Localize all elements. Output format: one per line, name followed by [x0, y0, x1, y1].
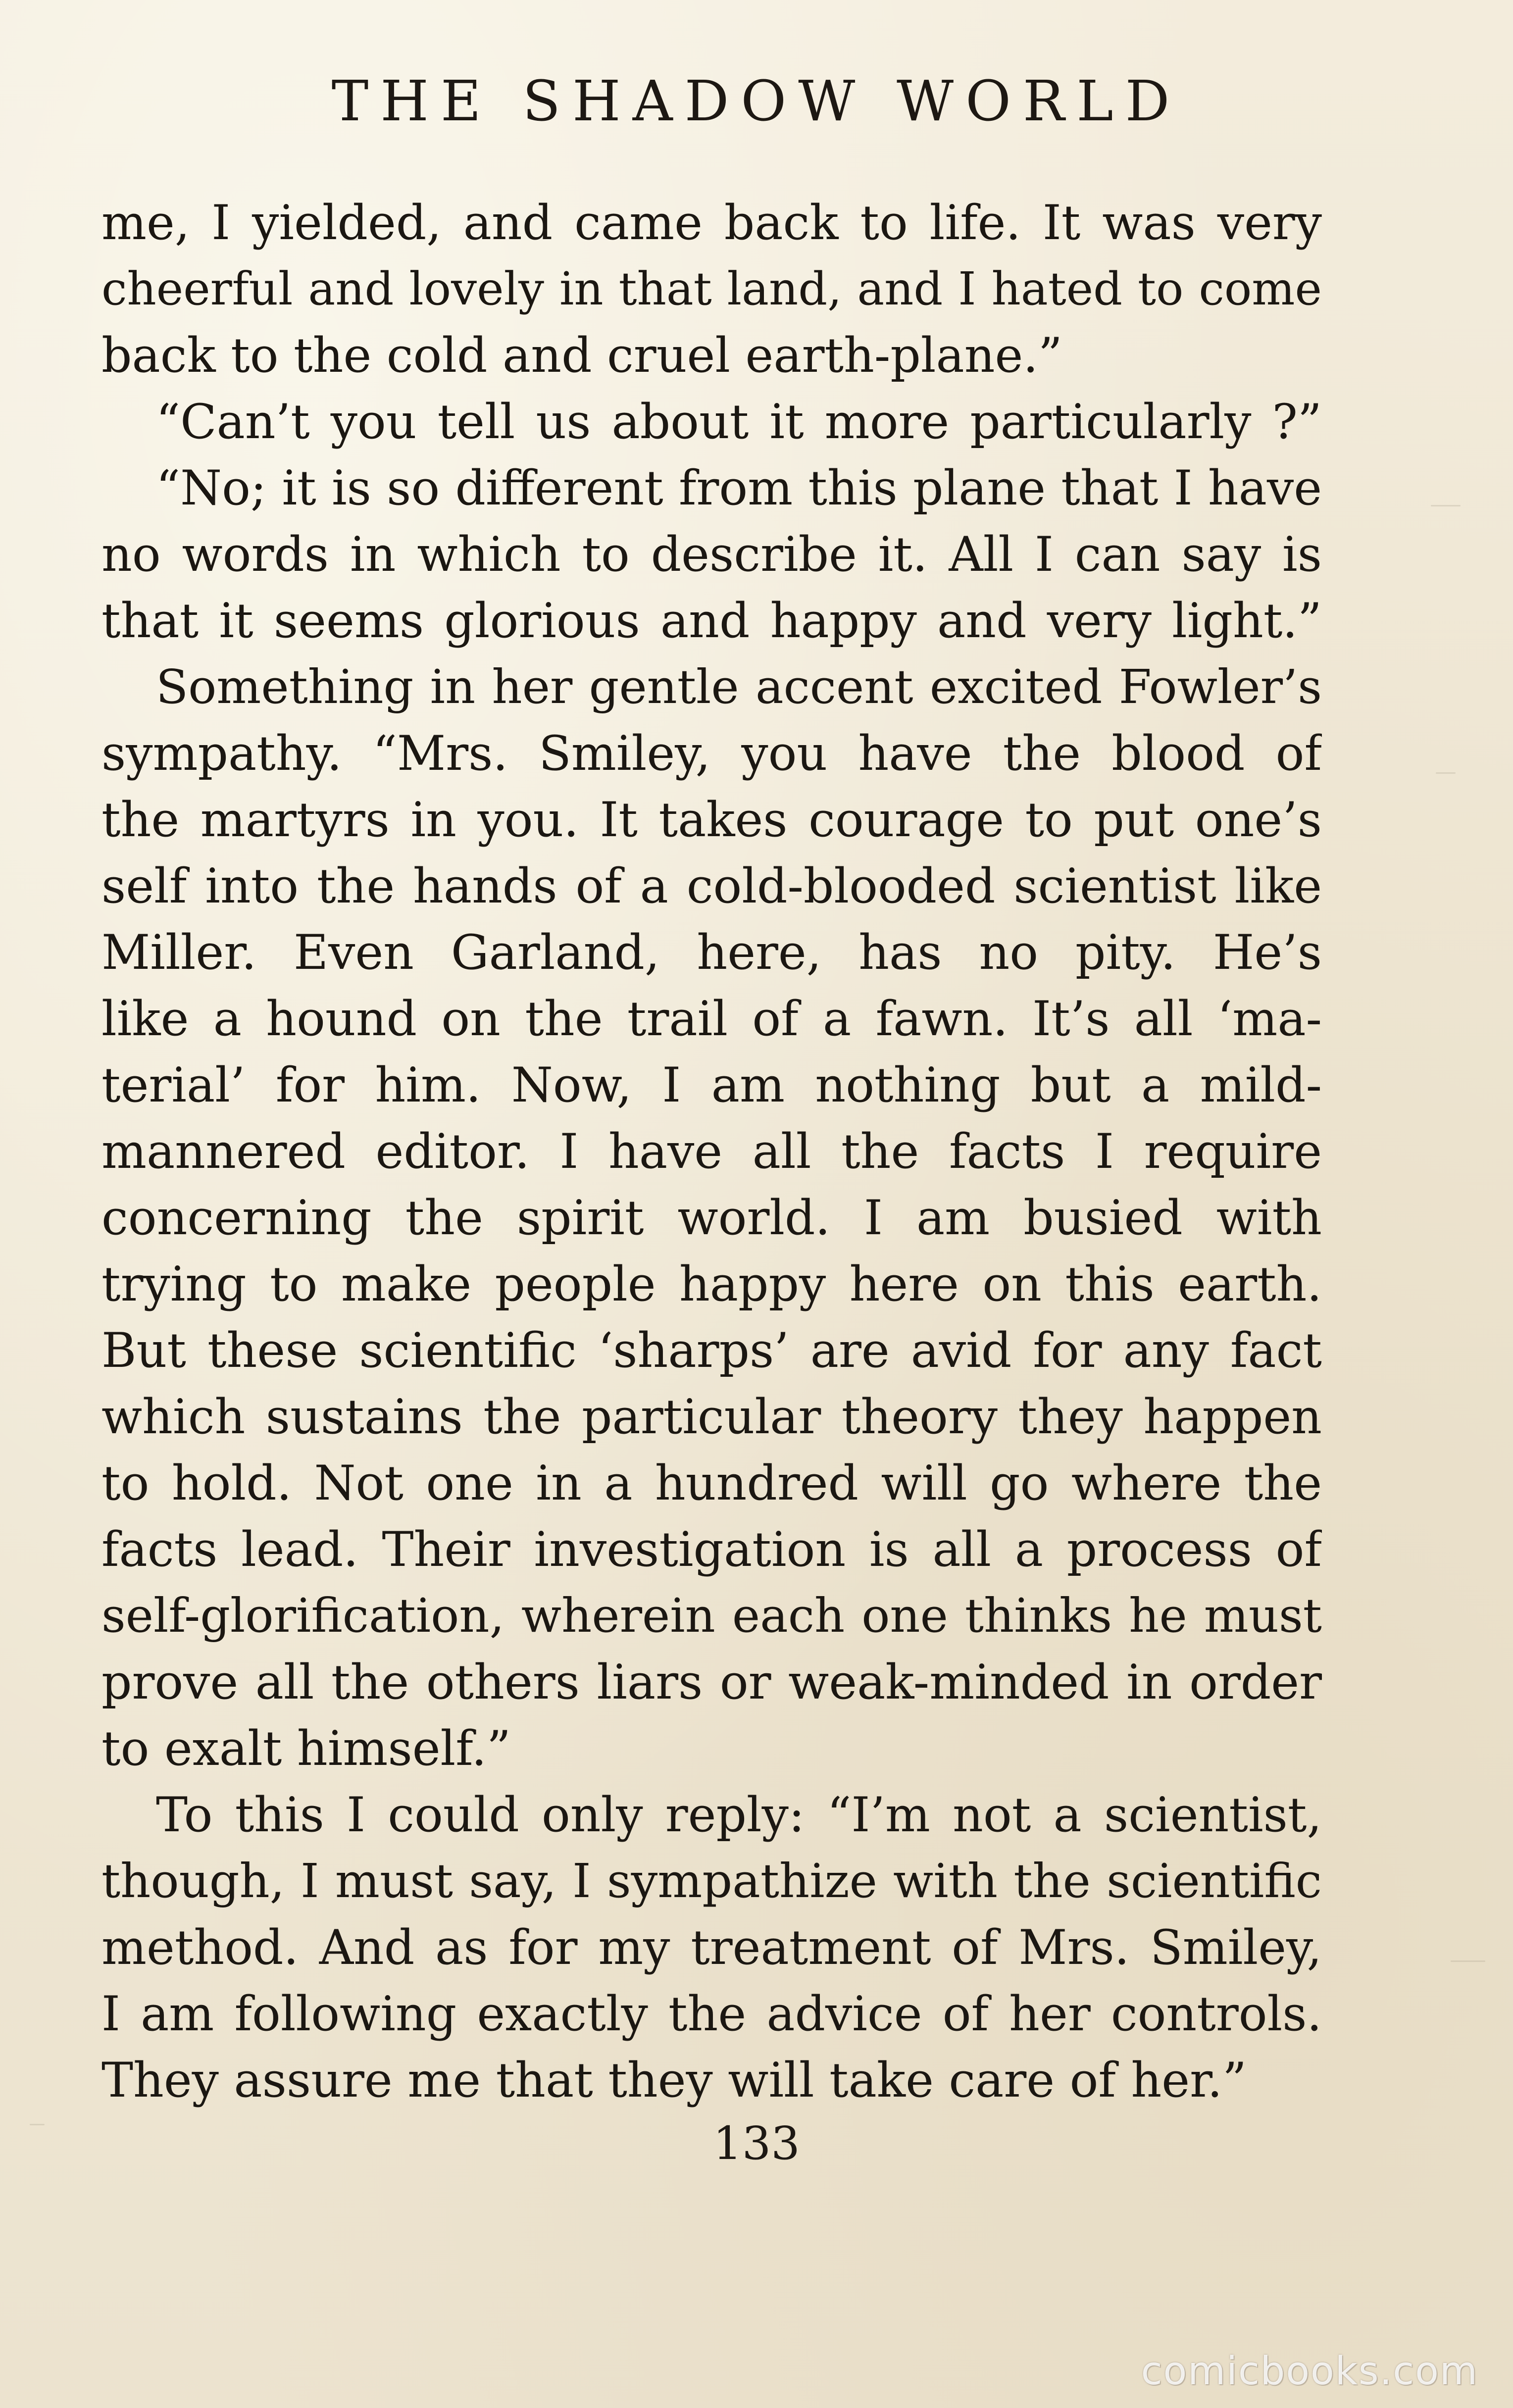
text-line: cheerful and lovely in that land, and I hated to come: [101, 262, 1322, 315]
text-line: “Can’t you tell us about it more particularly ?”: [156, 394, 1322, 450]
watermark: comicbooks.com: [1141, 2349, 1478, 2394]
running-head: THE SHADOW WORLD: [331, 69, 1182, 134]
text-line: that it seems glorious and happy and very light.”: [101, 593, 1322, 649]
text-line: though, I must say, I sympathize with the scientific: [101, 1854, 1322, 1908]
text-line: back to the cold and cruel earth-plane.”: [101, 328, 1062, 383]
text-line: They assure me that they will take care of her.”: [101, 2053, 1247, 2108]
text-line: mannered editor. I have all the facts I require: [101, 1124, 1322, 1179]
text-line: Something in her gentle accent excited Fowler’s: [156, 660, 1322, 714]
text-line: like a hound on the trail of a fawn. It’s all ‘ma-: [101, 991, 1322, 1047]
text-line: self-glorification, wherein each one thinks he must: [101, 1589, 1322, 1643]
text-line: no words in which to describe it. All I can say is: [101, 527, 1322, 582]
text-line: But these scientific ‘sharps’ are avid for any fact: [101, 1323, 1322, 1378]
text-line: to hold. Not one in a hundred will go where the: [101, 1455, 1322, 1511]
paper-fleck: [1431, 505, 1461, 506]
text-line: facts lead. Their investigation is all a process of: [101, 1522, 1322, 1577]
text-line: Miller. Even Garland, here, has no pity. He’s: [101, 925, 1322, 980]
text-line: sympathy. “Mrs. Smiley, you have the blood of: [101, 726, 1322, 781]
text-line: I am following exactly the advice of her controls.: [101, 1986, 1322, 2042]
text-line: concerning the spirit world. I am busied with: [101, 1190, 1322, 1246]
text-line: to exalt himself.”: [101, 1721, 511, 1776]
text-line: terial’ for him. Now, I am nothing but a mild-: [101, 1057, 1322, 1113]
paper-fleck: [1451, 1960, 1485, 1962]
text-line: me, I yielded, and came back to life. It was very: [101, 195, 1322, 251]
text-line: which sustains the particular theory they happen: [101, 1389, 1322, 1445]
text-line: self into the hands of a cold-blooded scientist like: [101, 858, 1322, 914]
text-line: prove all the others liars or weak-minded in order: [101, 1655, 1322, 1710]
text-line: trying to make people happy here on this earth.: [101, 1256, 1322, 1312]
text-line: the martyrs in you. It takes courage to put one’s: [101, 792, 1322, 848]
body-text: [101, 190, 1322, 2113]
text-line: To this I could only reply: “I’m not a scientist,: [156, 1787, 1322, 1843]
paper-fleck: [1436, 772, 1456, 774]
text-line: method. And as for my treatment of Mrs. Smiley,: [101, 1920, 1322, 1975]
text-line: “No; it is so different from this plane that I have: [156, 460, 1322, 516]
paper-fleck: [30, 2124, 45, 2125]
page-number: 133: [713, 2117, 800, 2170]
